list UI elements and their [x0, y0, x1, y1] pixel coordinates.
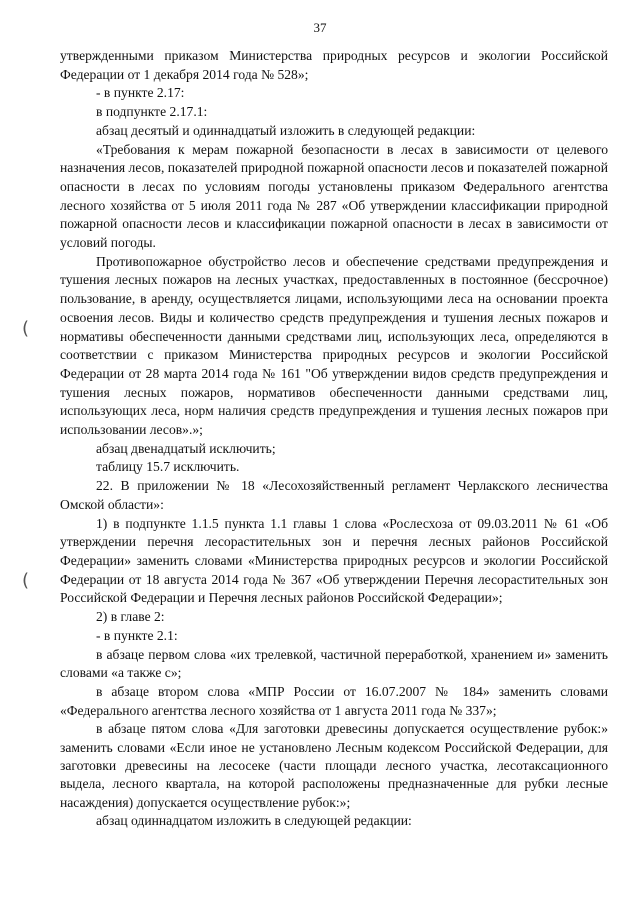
paragraph: утвержденными приказом Министерства природных ресурсов и экологии Российской Федерации от 1 декабря 2014 года № 528»;	[60, 48, 608, 82]
paragraph: 22. В приложении № 18 «Лесохозяйственный регламент Черлакского лесничества Омской области»:	[60, 478, 608, 512]
paragraph: - в пункте 2.1:	[96, 627, 178, 643]
document-body	[60, 47, 608, 830]
paragraph: абзац одиннадцатом изложить в следующей редакции:	[96, 812, 412, 828]
margin-bracket-mark: (	[22, 318, 30, 339]
margin-bracket-mark: (	[22, 570, 30, 591]
paragraph: в абзаце первом слова «их трелевкой, частичной переработкой, хранением и» заменить словами «а также с»;	[60, 646, 608, 681]
paragraph: абзац двенадцатый исключить;	[96, 440, 276, 456]
paragraph: в абзаце втором слова «МПР России от 16.07.2007 № 184» заменить словами «Федерального агентства лесного хозяйства от 1 августа 2011 года № 337»;	[60, 683, 608, 718]
paragraph: Противопожарное обустройство лесов и обеспечение средствами предупреждения и тушения лесных пожаров на лесных участках, предоставленных в постоянное (бессрочное) пользование, в аренду, осуществляется лицами, использующими леса на основании проекта освоения лесов. Виды и количество средств предупреждения и тушения лесных пожаров и нормативы обеспеченности данными средствами лиц, использующих леса, определяются в соответствии с приказом Министерства природных ресурсов и экологии Российской Федерации от 28 марта 2014 года № 161 "Об утверждении видов средств предупреждения и тушения лесных пожаров, нормативов обеспеченности данными средствами лиц, использующих леса, норм наличия средств предупреждения и тушения лесных пожаров при использовании лесов».»;	[60, 253, 608, 438]
paragraph: 1) в подпункте 1.1.5 пункта 1.1 главы 1 слова «Рослесхоза от 09.03.2011 № 61 «Об утверждении перечня лесорастительных зон и перечня лесных районов Российской Федерации» заменить словами «Министерства природных ресурсов и экологии Российской Федерации от 18 августа 2014 года № 367 «Об утверждении Перечня лесорастительных зон Российской Федерации и Перечня лесных районов Российской Федерации»;	[60, 515, 608, 606]
paragraph: таблицу 15.7 исключить.	[96, 459, 240, 475]
paragraph: - в пункте 2.17:	[96, 85, 185, 101]
paragraph: «Требования к мерам пожарной безопасности в лесах в зависимости от целевого назначения лесов, показателей природной пожарной опасности лесов и показателей пожарной опасности в лесах по условиям погоды установлены приказом Федерального агентства лесного хозяйства от 5 июля 2011 года № 287 «Об утверждении классификации природной пожарной опасности лесов и классификации пожарной опасности в лесах в зависимости от условий погоды.	[60, 141, 608, 251]
paragraph: 2) в главе 2:	[96, 609, 165, 625]
paragraph: в подпункте 2.17.1:	[96, 104, 208, 120]
paragraph: абзац десятый и одиннадцатый изложить в следующей редакции:	[96, 122, 476, 138]
paragraph: в абзаце пятом слова «Для заготовки древесины допускается осуществление рубок:» заменить словами «Если иное не установлено Лесным кодексом Российской Федерации, для заготовки древесины на лесосеке (части площади лесного участка, лесотаксационного выдела, лесного квартала, на которой расположены предназначенные для рубки лесные насаждения) допускается осуществление рубок:»;	[60, 721, 608, 810]
page-number: 37	[313, 20, 327, 35]
